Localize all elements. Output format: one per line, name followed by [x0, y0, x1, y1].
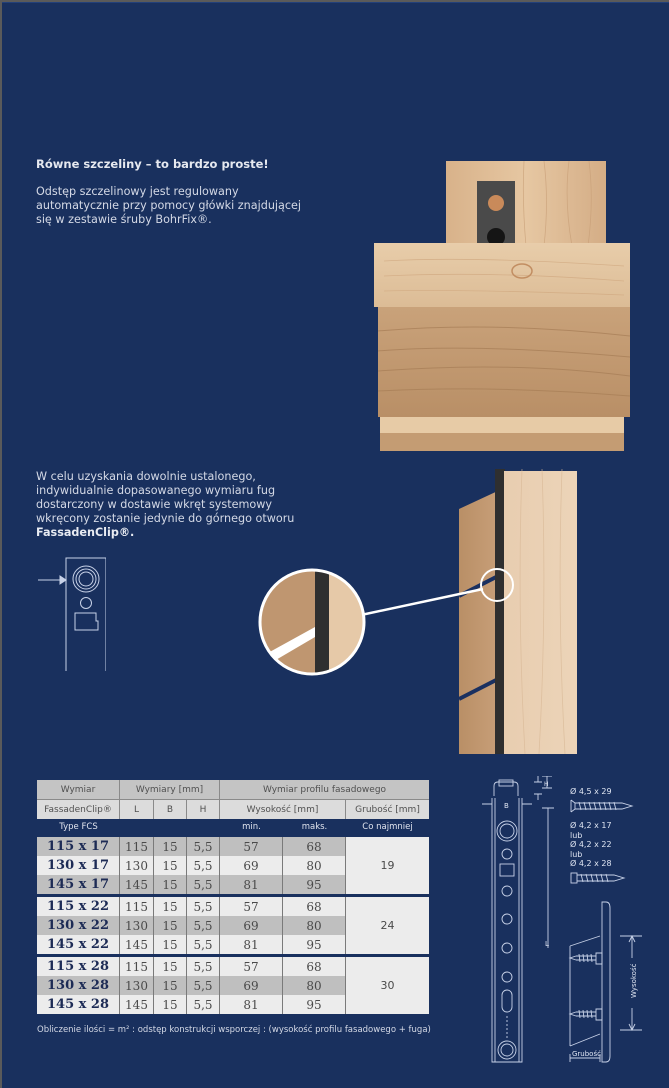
height-dim-label: Wysokość — [630, 963, 638, 998]
type-cell: 145 x 28 — [37, 995, 120, 1014]
min-height-cell: 57 — [220, 957, 283, 976]
min-height-cell: 69 — [220, 976, 283, 995]
l-cell: 145 — [120, 875, 154, 894]
type-cell: 145 x 22 — [37, 935, 120, 954]
h-cell: 5,5 — [187, 935, 220, 954]
type-cell: 145 x 17 — [37, 875, 120, 894]
screw-icon — [570, 871, 626, 885]
max-height-cell: 95 — [283, 995, 346, 1014]
board-front — [378, 307, 630, 417]
header-cell: Wymiary [mm] — [120, 780, 220, 799]
l-cell: 115 — [120, 897, 154, 916]
min-height-cell: 69 — [220, 856, 283, 875]
vertical-batten — [446, 161, 606, 246]
header-cell: L — [120, 799, 154, 819]
h-cell: 5,5 — [187, 976, 220, 995]
screw2-line: Ø 4,2 x 28 — [570, 859, 612, 868]
subheader-cell: Co najmniej — [362, 821, 413, 832]
min-thickness-cell: 24 — [346, 897, 429, 954]
min-height-cell: 81 — [220, 935, 283, 954]
header-cell: Wymiar — [37, 780, 120, 799]
type-cell: 130 x 28 — [37, 976, 120, 995]
l-cell: 115 — [120, 837, 154, 856]
section-heading: Równe szczeliny – to bardzo proste! — [36, 157, 269, 171]
type-cell: 130 x 17 — [37, 856, 120, 875]
subheader-cell: min. — [242, 821, 261, 832]
h-cell: 5,5 — [187, 916, 220, 935]
l-cell: 115 — [120, 957, 154, 976]
body-line-bold: FassadenClip®. — [36, 526, 135, 539]
max-height-cell: 68 — [283, 837, 346, 856]
screw2-line: lub — [570, 830, 583, 840]
table-header-row — [37, 780, 429, 799]
min-thickness-cell: 19 — [346, 837, 429, 894]
type-cell: 130 x 22 — [37, 916, 120, 935]
screw2-label — [570, 821, 612, 869]
header-cell: H — [187, 799, 220, 819]
max-height-cell: 68 — [283, 957, 346, 976]
min-height-cell: 81 — [220, 995, 283, 1014]
min-height-cell: 69 — [220, 916, 283, 935]
subheader-cell: Type FCS — [59, 821, 98, 832]
section1-body — [36, 185, 301, 227]
screw2-line: Ø 4,2 x 17 — [570, 821, 612, 830]
b-cell: 15 — [154, 995, 187, 1014]
h-cell: 5,5 — [187, 875, 220, 894]
type-cell: 115 x 22 — [37, 897, 120, 916]
min-thickness-cell: 30 — [346, 957, 429, 1014]
b-cell: 15 — [154, 976, 187, 995]
max-height-cell: 80 — [283, 976, 346, 995]
max-height-cell: 95 — [283, 875, 346, 894]
type-cell: 115 x 17 — [37, 837, 120, 856]
max-height-cell: 80 — [283, 916, 346, 935]
dim-label-l: L — [545, 940, 549, 948]
min-height-cell: 57 — [220, 837, 283, 856]
side-view-drawing — [562, 898, 669, 1068]
screw2-line: lub — [570, 849, 583, 859]
clip-technical-drawing — [472, 776, 542, 1076]
clip-profile — [495, 469, 505, 754]
table-row — [37, 897, 429, 916]
screw-icon — [570, 799, 634, 813]
table-header-row — [37, 799, 429, 819]
header-cell: FassadenClip® — [37, 799, 120, 819]
max-height-cell: 68 — [283, 897, 346, 916]
b-cell: 15 — [154, 916, 187, 935]
l-cell: 145 — [120, 935, 154, 954]
min-height-cell: 81 — [220, 875, 283, 894]
body-line: dostarczony w dostawie wkręt systemowy — [36, 498, 273, 511]
body-line: automatycznie przy pomocy główki znajdującej — [36, 199, 302, 212]
l-cell: 145 — [120, 995, 154, 1014]
quantity-note: Obliczenie ilości = m² : odstęp konstrukcji wsporczej : (wysokość profilu fasadowego + fuga) — [37, 1025, 431, 1035]
b-cell: 15 — [154, 856, 187, 875]
length-dimension — [542, 776, 562, 956]
b-cell: 15 — [154, 935, 187, 954]
header-cell: Wymiar profilu fasadowego — [220, 780, 429, 799]
facade-detail-photo — [247, 469, 582, 759]
body-line: W celu uzyskania dowolnie ustalonego, — [36, 470, 256, 483]
body-line: indywidualnie dopasowanego wymiaru fug — [36, 484, 276, 497]
brochure-page — [2, 2, 669, 1088]
subheader-cell: maks. — [301, 821, 328, 832]
h-cell: 5,5 — [187, 837, 220, 856]
h-cell: 5,5 — [187, 957, 220, 976]
table-row — [37, 957, 429, 976]
table-row — [37, 837, 429, 856]
max-height-cell: 80 — [283, 856, 346, 875]
b-cell: 15 — [154, 875, 187, 894]
lower-board-top — [380, 417, 624, 433]
table-subheader-row — [37, 819, 429, 834]
header-cell: Wysokość [mm] — [220, 799, 346, 819]
wood-boards-photo — [374, 161, 644, 451]
l-cell: 130 — [120, 856, 154, 875]
max-height-cell: 95 — [283, 935, 346, 954]
h-cell: 5,5 — [187, 856, 220, 875]
header-cell: B — [154, 799, 187, 819]
clip-outline-drawing — [36, 555, 106, 673]
dim-label-b: B — [504, 802, 509, 810]
b-cell: 15 — [154, 837, 187, 856]
h-cell: 5,5 — [187, 995, 220, 1014]
type-cell: 115 x 28 — [37, 957, 120, 976]
body-line: Odstęp szczelinowy jest regulowany — [36, 185, 239, 198]
thickness-dim-label: Grubość — [572, 1050, 601, 1058]
b-cell: 15 — [154, 957, 187, 976]
support-batten — [504, 471, 577, 754]
l-cell: 130 — [120, 916, 154, 935]
dim-label-h: H — [544, 781, 549, 788]
screw1-label: Ø 4,5 x 29 — [570, 787, 612, 796]
screw2-line: Ø 4,2 x 22 — [570, 840, 612, 849]
b-cell: 15 — [154, 897, 187, 916]
body-line: się w zestawie śruby BohrFix®. — [36, 213, 212, 226]
specification-table — [37, 780, 429, 1014]
body-line: wkręcony zostanie jedynie do górnego otworu — [36, 512, 295, 525]
header-cell: Grubość [mm] — [346, 799, 429, 819]
min-height-cell: 57 — [220, 897, 283, 916]
l-cell: 130 — [120, 976, 154, 995]
h-cell: 5,5 — [187, 897, 220, 916]
